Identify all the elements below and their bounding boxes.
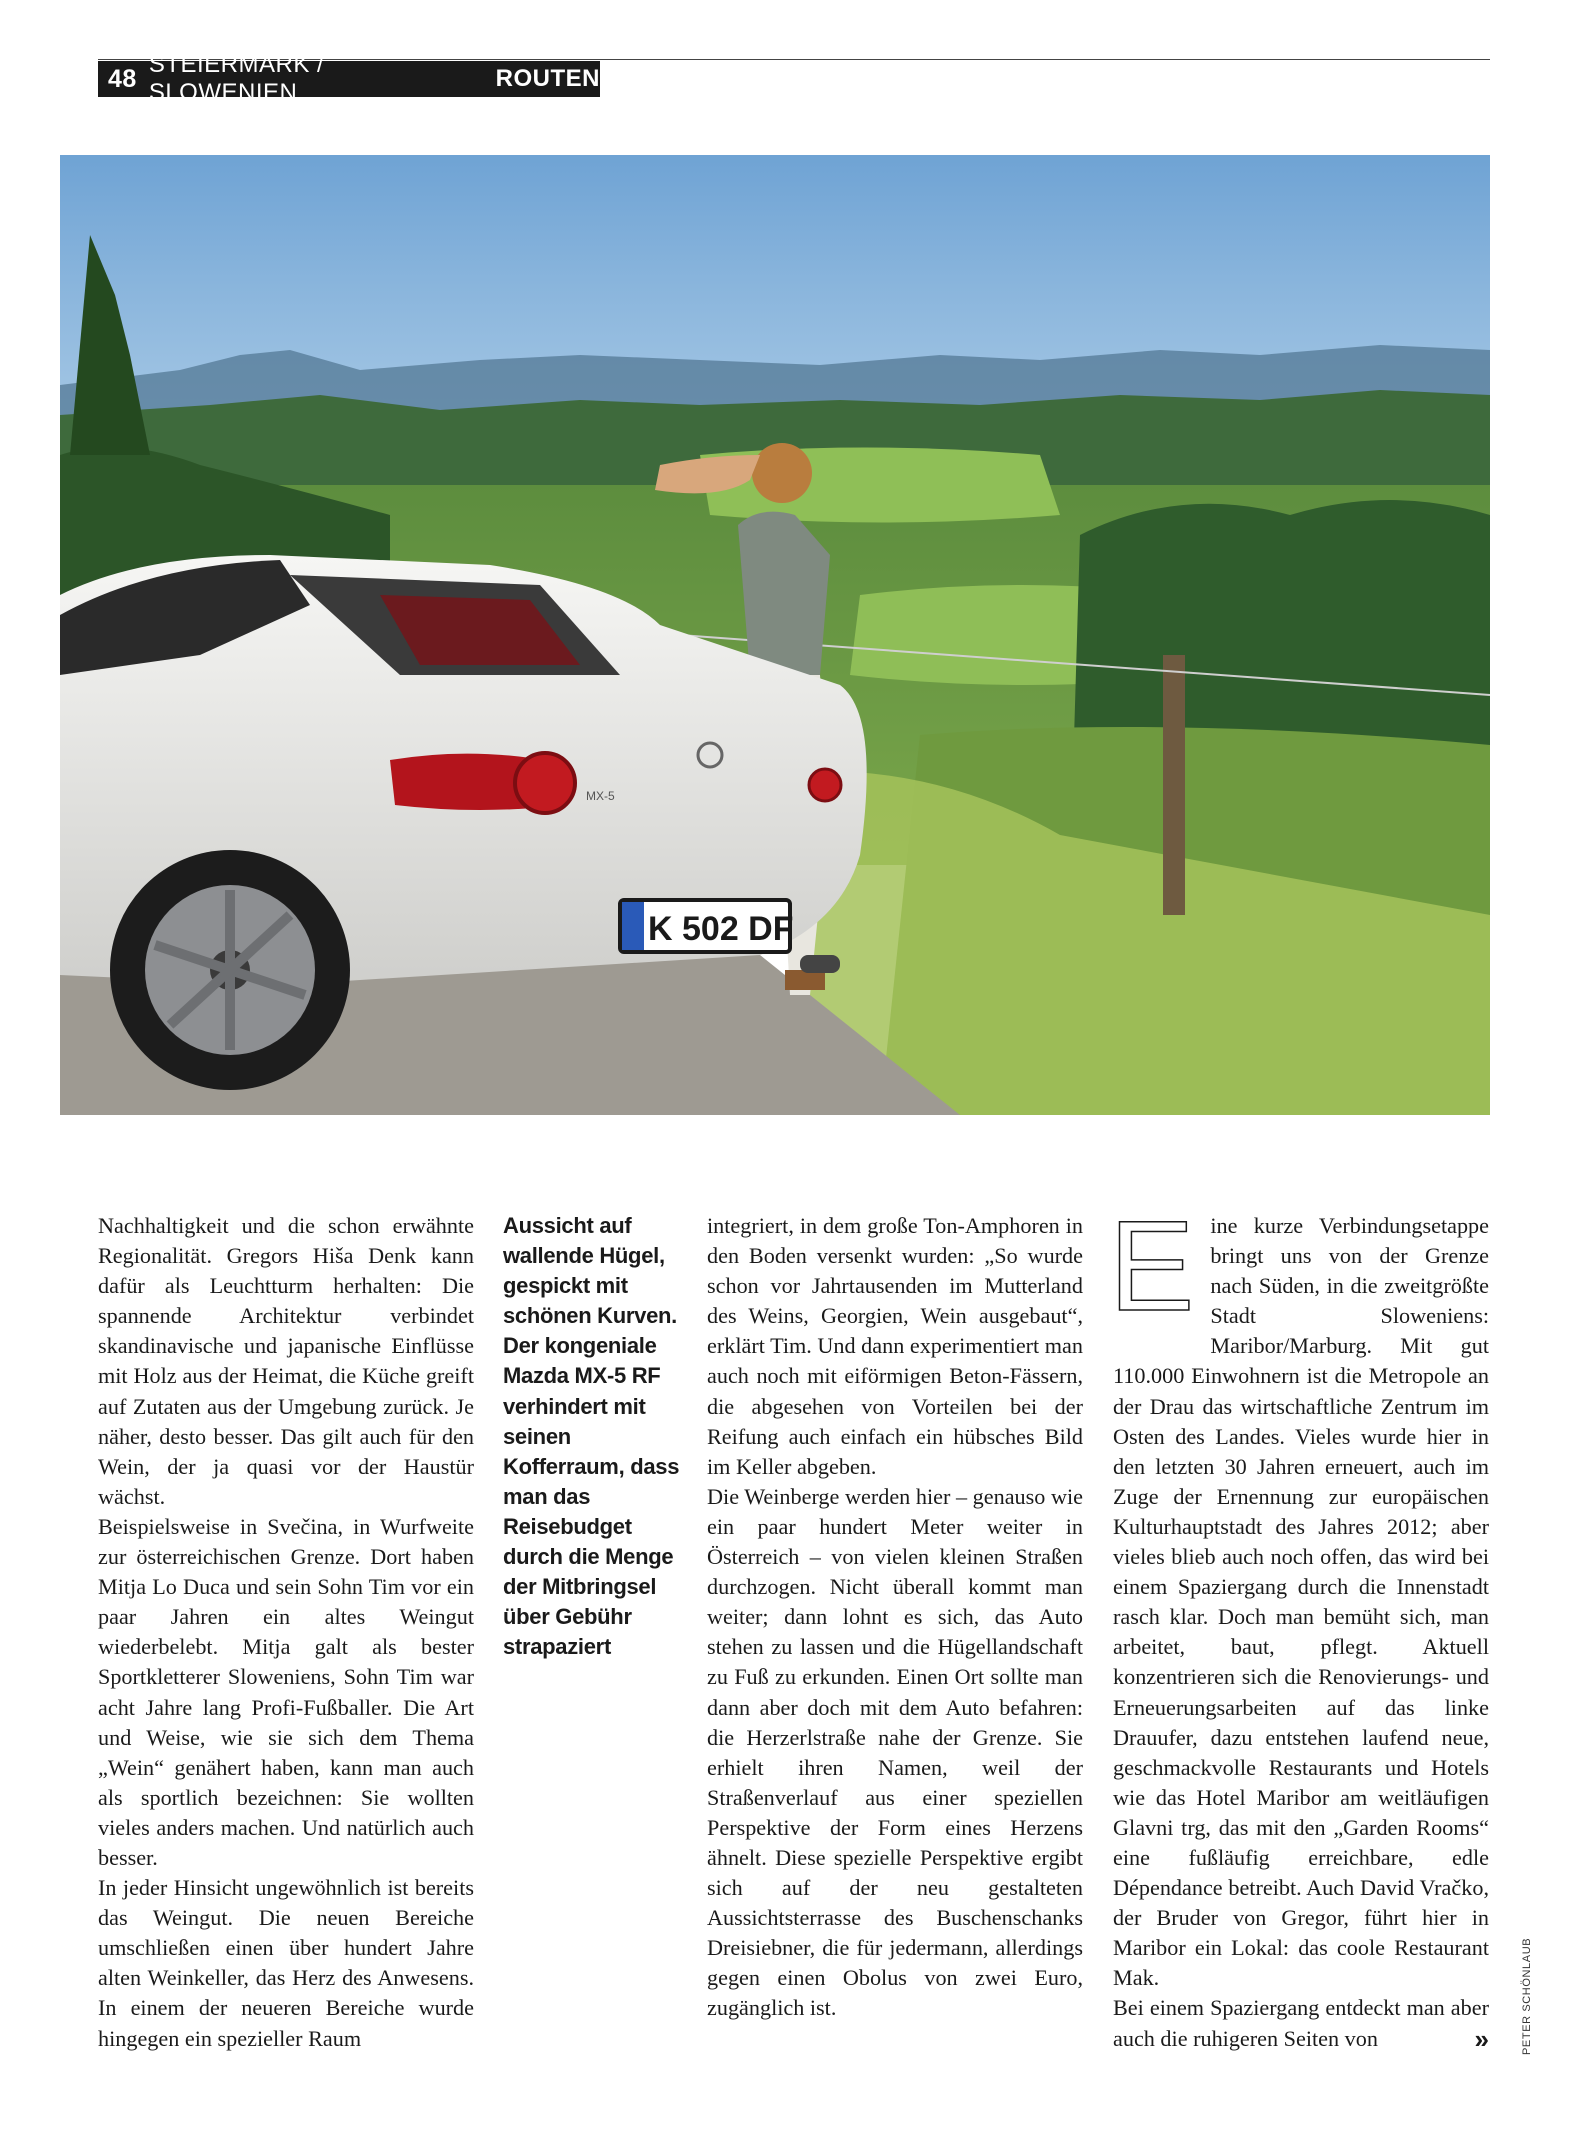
paragraph bbox=[1113, 1993, 1489, 2053]
lead-paragraph bbox=[1109, 1195, 1489, 1993]
text-column-4 bbox=[1109, 1195, 1489, 2054]
page-number: 48 bbox=[108, 64, 137, 93]
photo-credit: PETER SCHÖNLAUB bbox=[1521, 1937, 1533, 2055]
plate-text: K 502 DF bbox=[648, 910, 794, 948]
model-badge: MX-5 bbox=[586, 789, 615, 803]
fence-post bbox=[1163, 655, 1185, 915]
section-title: STEIERMARK / SLOWENIEN bbox=[148, 51, 325, 106]
text-column-1 bbox=[98, 1211, 474, 2054]
photo-caption: Aussicht auf wallende Hügel, gespickt mit schönen Kurven. Der kongeniale Mazda MX-5 RF verhindert mit seinen Kofferraum, dass man das Reisebudget durch die Menge der Mitbringsel über Gebühr strapaziert bbox=[503, 1213, 680, 1660]
paragraph: In jeder Hinsicht ungewöhnlich ist bereits das Weingut. Die neuen Bereiche umschließen einen über hundert Jahre alten Weinkeller, das Herz des Anwesens. In einem der neueren Bereiche wurde hingegen ein spezieller Raum bbox=[98, 1875, 474, 2051]
paragraph: Beispielsweise in Svečina, in Wurfweite zur österreichischen Grenze. Dort haben Mitja Lo Duca und sein Sohn Tim vor ein paar Jahren ein altes Weingut wiederbelebt. Mitja galt als bester Sportkletterer Sloweniens, Sohn Tim war acht Jahre lang Profi-Fußballer. Die Art und Weise, wie sie sich dem Thema „Wein“ genähert haben, kann man auch als sportlich bezeichnen: Sie wollten vieles anders machen. Und natürlich auch besser. bbox=[98, 1513, 474, 1870]
dropcap: E bbox=[1109, 1195, 1195, 1338]
category-label: ROUTEN bbox=[495, 65, 600, 92]
running-header bbox=[98, 51, 600, 106]
text-column-3 bbox=[707, 1211, 1083, 2024]
paragraph: Nachhaltigkeit und die schon erwähnte Regionalität. Gregors Hiša Denk kann dafür als Leuchtturm herhalten: Die spannende Architektur verbindet skandinavische und japanische Einflüsse mit Holz aus der Heimat, die Küche greift auf Zutaten aus der Umgebung zurück. Je näher, desto besser. Das gilt auch für den Wein, der ja quasi vor der Haustür wächst. bbox=[98, 1213, 474, 1509]
last-line: Bei einem Spaziergang entdeckt man aber auch die ruhigeren Seiten von bbox=[1113, 1995, 1489, 2051]
paragraph: Die Weinberge werden hier – genauso wie ein paar hundert Meter weiter in Österreich – von vielen kleinen Straßen durchzogen. Nicht überall kommt man weiter; dann lohnt es sich, das Auto stehen zu lassen und die Hügellandschaft zu Fuß zu erkunden. Einen Ort sollte man dann aber doch mit dem Auto befahren: die Herzerlstraße nahe der Grenze. Sie erhielt ihren Namen, weil der Straßenverlauf aus einer speziellen Perspektive der Form eines Herzens ähnelt. Diese spezielle Perspektive ergibt sich auf der neu gestalteten Aussichtsterrasse des Buschenschanks Dreisiebner, die für jedermann, allerdings gegen einen Obolus von zwei Euro, zugänglich ist. bbox=[707, 1483, 1083, 2021]
hero-photo bbox=[60, 155, 1490, 1115]
continue-arrow-icon: » bbox=[1474, 2023, 1489, 2054]
lead-text: ine kurze Verbindungsetappe bringt uns von der Grenze nach Süden, in die zweitgrößte Stadt Sloweniens: Maribor/Marburg. Mit gut 110.000 Einwohnern ist die Metropole an der Drau das wirtschaftliche Zentrum im Osten des Landes. Vieles wurde hier in den letzten 30 Jahren erneuert, auch im Zuge der Ernennung zur europäischen Kulturhauptstadt des Jahres 2012; aber vieles blieb auch noch offen, das wird bei einem Spaziergang durch die Innenstadt rasch klar. Doch man bemüht sich, man arbeitet, baut, pflegt. Aktuell konzentrieren sich die Renovierungs- und Erneuerungsarbeiten auf das linke Drauufer, dazu entstehen laufend neue, geschmackvolle Restaurants und Hotels wie das Hotel Maribor am weitläufigen Glavni trg, das mit den „Garden Rooms“ eine fußläufig erreichbare, edle Dépendance betreibt. Auch David Vračko, der Bruder von Gregor, führt hier in Maribor ein Lokal: das coole Restaurant Mak. bbox=[1113, 1213, 1489, 1991]
paragraph: integriert, in dem große Ton-Amphoren in den Boden versenkt wurden: „So wurde schon vor Jahrtausenden im Mutterland des Weins, Georgien, Wein ausgebaut“, erklärt Tim. Und dann experimentiert man auch noch mit eiförmigen Beton-Fässern, die abgesehen von Vorteilen bei der Reifung auch einfach ein hübsches Bild im Keller abgeben. bbox=[707, 1213, 1083, 1479]
